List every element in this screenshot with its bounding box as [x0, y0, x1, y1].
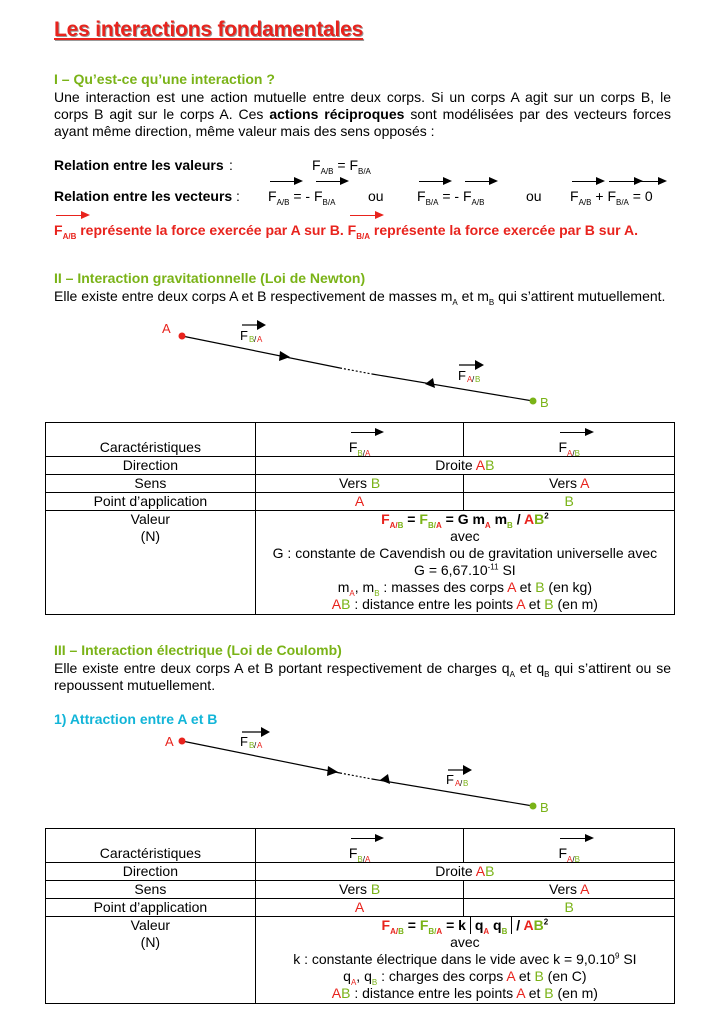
section-2-paragraph: Elle existe entre deux corps A et B respectivement de masses $m_A$ et $m_B$ qui s’attirent mutuellement.: [54, 288, 666, 307]
label-a: A: [162, 321, 171, 336]
svg-text:A: A: [467, 375, 473, 384]
section-3-paragraph: Elle existe entre deux corps A et B portant respectivement de charges $q_A$ et $q_B$ qui s’attirent ou se repoussent mutuellement.: [54, 660, 671, 693]
label-b: B: [540, 395, 549, 410]
ou-1: ou: [368, 188, 384, 204]
svg-text:/: /: [254, 741, 257, 750]
coulomb-line: [182, 741, 533, 806]
gravitation-table: [45, 422, 675, 615]
label-a: A: [165, 734, 174, 749]
row-direction-label: Direction: [46, 457, 256, 475]
valeur-content: $F_{A/B} = F_{B/A} = G$ $m_A$ $m_B / AB^2$ avec G : constante de Cavendish ou de gravitation universelle avec $G = 6,67.10^{-11}$ SI $m_A$, $m_B$ : masses des corps A et B (en kg) AB : distance entre les points A et B (en m): [255, 511, 674, 615]
row-valeur-label: Valeur (N): [46, 917, 256, 1004]
header-force-ab: $F_{A/B}$: [464, 423, 675, 457]
header-force-ba: $F_{B/A}$: [255, 423, 464, 457]
point-ab: B: [464, 493, 675, 511]
section-1-heading: I – Qu’est-ce qu’une interaction ?: [54, 71, 275, 87]
relation-values-label: Relation entre les valeurs: [54, 157, 224, 173]
row-sens-label: Sens: [46, 881, 256, 899]
arrow-head-icon: [279, 351, 290, 361]
point-ba: A: [255, 493, 464, 511]
header-force-ba: $F_{B/A}$: [255, 829, 464, 863]
direction-value: Droite AB: [255, 863, 674, 881]
row-sens-label: Sens: [46, 475, 256, 493]
row-point-label: Point d’application: [46, 493, 256, 511]
svg-text:A: A: [257, 335, 263, 344]
force-ab-label: [446, 765, 472, 788]
arrow-head-icon: [327, 766, 338, 776]
header-force-ab: $F_{A/B}$: [464, 829, 675, 863]
svg-text:/: /: [460, 779, 463, 788]
header-characteristics: Caractéristiques: [46, 423, 256, 457]
point-ba: A: [255, 899, 464, 917]
relation-values-colon: :: [229, 157, 233, 173]
svg-text:B: B: [463, 779, 469, 788]
newton-formula: $F_{A/B} = F_{B/A} = G$ $m_A$ $m_B / AB^2$: [381, 511, 549, 530]
point-b: [530, 803, 537, 810]
gravitation-line: [182, 336, 533, 401]
coulomb-formula: $F_{A/B} = F_{B/A} = k$ $q_A$ $q_B / AB^2$: [381, 917, 549, 936]
point-b: [530, 398, 537, 405]
svg-text:A: A: [257, 741, 263, 750]
svg-text:F: F: [458, 368, 466, 383]
arrow-head-icon: [380, 774, 390, 784]
relation-vectors-formula-2: $F_{B/A}$ = - $F_{A/B}$: [417, 177, 484, 204]
force-ba-label: [240, 727, 270, 750]
row-direction-label: Direction: [46, 863, 256, 881]
svg-text:/: /: [254, 335, 257, 344]
svg-text:B: B: [249, 335, 255, 344]
force-description: $F_{A/B}$ représente la force exercée par A sur B. $F_{B/A}$ représente la force exercée par B sur A.: [54, 211, 638, 238]
sens-ab: Vers A: [464, 475, 675, 493]
force-ab-label: [458, 360, 484, 384]
row-point-label: Point d’application: [46, 899, 256, 917]
relation-vectors-formula-3: $F_{A/B} + F_{B/A} = 0$: [570, 177, 653, 204]
sens-ab: Vers A: [464, 881, 675, 899]
relation-vectors-colon: :: [236, 188, 240, 204]
sens-ba: Vers B: [255, 881, 464, 899]
svg-text:B: B: [249, 741, 255, 750]
header-characteristics: Caractéristiques: [46, 829, 256, 863]
coulomb-table: [45, 828, 675, 1004]
point-ab: B: [464, 899, 675, 917]
relation-vectors-label: Relation entre les vecteurs: [54, 188, 233, 204]
label-b: B: [540, 800, 549, 815]
svg-text:A: A: [455, 779, 461, 788]
valeur-content: $F_{A/B} = F_{B/A} = k$ $q_A$ $q_B / AB^2$ avec k : constante électrique dans le vide avec $k = 9,0.10^9$ SI $q_A$, $q_B$ : charges des corps A et B (en C) AB : distance entre les points A et B (en m): [255, 917, 674, 1004]
relation-values-formula: $F_{A/B} = F_{B/A}$: [312, 157, 371, 176]
svg-text:B: B: [475, 375, 481, 384]
section-2-heading: II – Interaction gravitationnelle (Loi de Newton): [54, 270, 366, 286]
sens-ba: Vers B: [255, 475, 464, 493]
svg-text:/: /: [472, 375, 475, 384]
svg-text:F: F: [240, 328, 248, 343]
point-a: [179, 333, 186, 340]
arrow-head-icon: [425, 378, 435, 388]
relation-vectors-formula-1: $F_{A/B}$ = - $F_{B/A}$: [268, 177, 335, 204]
ou-2: ou: [526, 188, 542, 204]
section-1-paragraph: Une interaction est une action mutuelle entre deux corps. Si un corps A agit sur un corps B, le corps B agit sur le corps A. Ces actions réciproques sont modélisées par des vecteurs forces ayant même direction, même valeur mais des sens opposés :: [54, 89, 671, 139]
svg-text:F: F: [446, 772, 454, 787]
point-a: [179, 738, 186, 745]
force-ba-label: [240, 320, 266, 344]
svg-text:F: F: [240, 734, 248, 749]
page-title: Les interactions fondamentales: [54, 18, 364, 41]
row-valeur-label: Valeur (N): [46, 511, 256, 615]
section-3-heading: III – Interaction électrique (Loi de Coulomb): [54, 642, 342, 658]
direction-value: Droite AB: [255, 457, 674, 475]
subsection-attraction: 1) Attraction entre A et B: [54, 711, 218, 727]
